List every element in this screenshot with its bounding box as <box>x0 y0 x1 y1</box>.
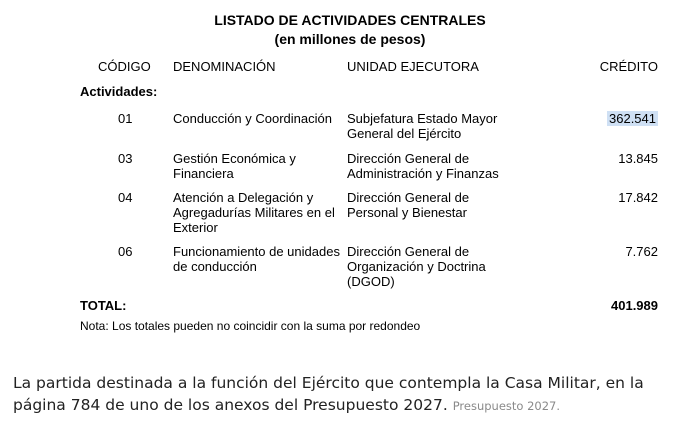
row-name: Gestión Económica y Financiera <box>173 151 296 181</box>
row-name: Atención a Delegación y Agregadurías Militares en el Exterior <box>173 190 335 235</box>
section-label: Actividades: <box>80 84 158 99</box>
column-header-credit: CRÉDITO <box>599 59 658 74</box>
document-subtitle: (en millones de pesos) <box>274 31 426 47</box>
row-name: Funcionamiento de unidades de conducción <box>173 244 340 274</box>
row-unit: Dirección General de Personal y Bienestar <box>347 190 470 220</box>
row-unit: Dirección General de Organización y Doctrina (DGOD) <box>347 244 486 289</box>
row-code: 06 <box>118 244 133 259</box>
row-credit: 13.845 <box>618 151 658 166</box>
caption-text: La partida destinada a la función del Ejército que contempla la Casa Militar, en la página 784 de uno de los anexos del Presupuesto 2027. <box>13 374 644 414</box>
row-code: 04 <box>118 190 133 205</box>
column-header-unit: UNIDAD EJECUTORA <box>347 59 479 74</box>
total-label: TOTAL: <box>80 298 127 313</box>
row-credit: 17.842 <box>618 190 658 205</box>
document-title: LISTADO DE ACTIVIDADES CENTRALES <box>214 12 486 28</box>
row-unit: Subjefatura Estado Mayor General del Ejército <box>347 111 498 141</box>
row-unit: Dirección General de Administración y Finanzas <box>347 151 499 181</box>
row-name: Conducción y Coordinación <box>173 111 332 126</box>
row-credit-highlighted: 362.541 <box>609 111 656 126</box>
total-value: 401.989 <box>611 298 658 313</box>
footnote: Nota: Los totales pueden no coincidir con la suma por redondeo <box>80 319 421 333</box>
row-credit: 7.762 <box>625 244 658 259</box>
column-header-name: DENOMINACIÓN <box>173 59 276 74</box>
row-code: 03 <box>118 151 133 166</box>
row-code: 01 <box>118 111 133 126</box>
column-header-code: CÓDIGO <box>98 59 151 74</box>
image-caption <box>13 372 693 417</box>
caption-credit: Presupuesto 2027. <box>452 399 561 413</box>
